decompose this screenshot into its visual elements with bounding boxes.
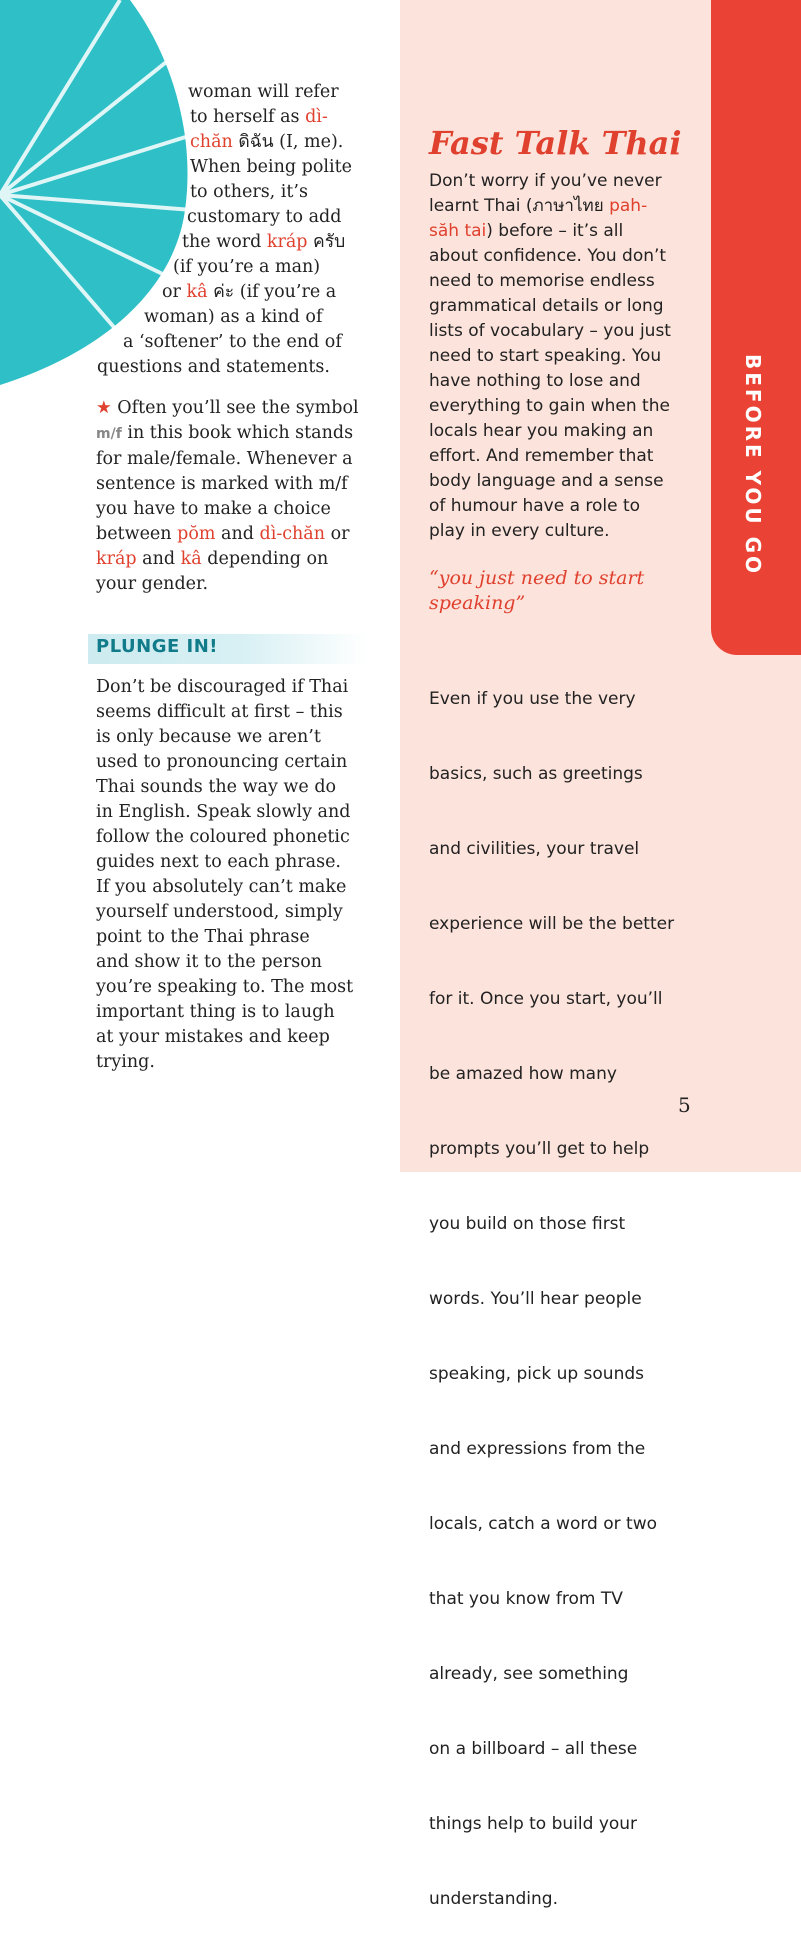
- plunge-heading: PLUNGE IN!: [96, 636, 219, 657]
- fast-talk-line: about confidence. You don’t: [429, 246, 667, 266]
- fast-talk-line: Don’t worry if you’ve never: [429, 171, 662, 191]
- text: ดิฉัน (I, me).: [232, 132, 344, 152]
- note-line: [96, 547, 386, 572]
- fast-talk-line: of humour have a role to: [429, 496, 641, 516]
- fast-talk-line: and civilities, your travel: [429, 839, 640, 859]
- intro-line: [0, 105, 400, 130]
- plunge-line: and show it to the person: [96, 952, 323, 972]
- intro-line: a ‘softener’ to the end of: [123, 332, 342, 352]
- phonetic: kâ: [186, 282, 208, 302]
- plunge-line: If you absolutely can’t make: [96, 877, 347, 897]
- phonetic: kráp: [266, 232, 308, 252]
- note-line: sentence is marked with m/f: [96, 474, 348, 494]
- plunge-line: Don’t be discouraged if Thai: [96, 677, 349, 697]
- fast-talk-line: already, see something: [429, 1664, 629, 1684]
- text: the word: [182, 232, 267, 252]
- fast-talk-line: basics, such as greetings: [429, 764, 643, 784]
- plunge-line: trying.: [96, 1052, 155, 1072]
- fast-talk-line: prompts you’ll get to help: [429, 1139, 650, 1159]
- phonetic: dì-: [305, 107, 328, 127]
- phonetic: kâ: [180, 549, 202, 569]
- intro-line: customary to add: [187, 207, 342, 227]
- text: Often you’ll see the symbol: [111, 398, 359, 418]
- chapter-tab-label: [738, 354, 768, 576]
- fast-talk-line: need to start speaking. You: [429, 346, 662, 366]
- fast-talk-line: play in every culture.: [429, 521, 610, 541]
- intro-line: [0, 280, 400, 305]
- fast-talk-line: experience will be the better: [429, 914, 675, 934]
- text: ค่ะ (if you’re a: [207, 282, 337, 302]
- fast-talk-line: grammatical details or long: [429, 296, 664, 316]
- text: depending on: [201, 549, 329, 569]
- phonetic: pŏm: [177, 524, 216, 544]
- intro-line: woman) as a kind of: [144, 307, 323, 327]
- text: to herself as: [190, 107, 306, 127]
- text: learnt Thai (ภาษาไทย: [429, 196, 610, 216]
- plunge-line: used to pronouncing certain: [96, 752, 348, 772]
- phonetic: kráp: [96, 549, 137, 569]
- note-line: [96, 421, 386, 447]
- fast-talk-line: things help to build your: [429, 1814, 638, 1834]
- text: between: [96, 524, 178, 544]
- phonetic: dì-chăn: [259, 524, 326, 544]
- plunge-line: important thing is to laugh: [96, 1002, 335, 1022]
- intro-line: woman will refer: [188, 82, 339, 102]
- fast-talk-line: [429, 219, 699, 244]
- fast-talk-body: [429, 169, 699, 544]
- plunge-line: guides next to each phrase.: [96, 852, 341, 872]
- plunge-line: seems difficult at first – this: [96, 702, 343, 722]
- plunge-line: point to the Thai phrase: [96, 927, 310, 947]
- phonetic: chăn: [190, 132, 233, 152]
- quote-line: speaking”: [429, 592, 526, 614]
- text: or: [162, 282, 187, 302]
- phonetic: săh tai: [429, 221, 487, 241]
- text: or: [325, 524, 350, 544]
- fast-talk-line: locals, catch a word or two: [429, 1514, 658, 1534]
- intro-line: to others, it’s: [190, 182, 308, 202]
- fast-talk-line: you build on those first: [429, 1214, 626, 1234]
- plunge-line: in English. Speak slowly and: [96, 802, 351, 822]
- text: and: [136, 549, 181, 569]
- fast-talk-line: understanding.: [429, 1889, 558, 1909]
- pull-quote: [429, 566, 644, 616]
- intro-line: When being polite: [190, 157, 352, 177]
- plunge-line: you’re speaking to. The most: [96, 977, 354, 997]
- note-line: you have to make a choice: [96, 499, 331, 519]
- fast-talk-line: and expressions from the: [429, 1439, 646, 1459]
- intro-line: questions and statements.: [97, 357, 330, 377]
- plunge-line: at your mistakes and keep: [96, 1027, 330, 1047]
- chapter-tab-text: BEFORE YOU GO: [741, 354, 765, 576]
- fast-talk-line: locals hear you making an: [429, 421, 654, 441]
- note-line: for male/female. Whenever a: [96, 449, 353, 469]
- fast-talk-line: lists of vocabulary – you just: [429, 321, 671, 341]
- fast-talk-title: Fast Talk Thai: [429, 124, 682, 162]
- mf-note: [96, 396, 386, 597]
- text: ) before – it’s all: [486, 221, 624, 241]
- fast-talk-line: words. You’ll hear people: [429, 1289, 642, 1309]
- fast-talk-line: [429, 194, 699, 219]
- intro-paragraph: [0, 80, 400, 380]
- quote-line: “you just need to start: [429, 567, 645, 589]
- plunge-body: [96, 675, 386, 1075]
- fast-talk-line: for it. Once you start, you’ll: [429, 989, 663, 1009]
- star-icon: ★: [96, 398, 112, 418]
- plunge-line: yourself understood, simply: [96, 902, 343, 922]
- note-line: [96, 396, 386, 421]
- fast-talk-line: that you know from TV: [429, 1589, 623, 1609]
- fast-talk-body-2: [429, 637, 699, 1937]
- fast-talk-line: speaking, pick up sounds: [429, 1364, 644, 1384]
- phonetic: pah-: [609, 196, 648, 216]
- fast-talk-line: body language and a sense: [429, 471, 664, 491]
- fast-talk-line: be amazed how many: [429, 1064, 617, 1084]
- text: ครับ: [307, 232, 346, 252]
- page-number: 5: [678, 1093, 691, 1117]
- mf-symbol: m/f: [96, 426, 122, 442]
- fast-talk-line: Even if you use the very: [429, 689, 636, 709]
- fast-talk-line: need to memorise endless: [429, 271, 655, 291]
- intro-line: (if you’re a man): [173, 257, 321, 277]
- fast-talk-line: on a billboard – all these: [429, 1739, 638, 1759]
- plunge-line: follow the coloured phonetic: [96, 827, 350, 847]
- intro-line: [0, 230, 400, 255]
- plunge-line: Thai sounds the way we do: [96, 777, 337, 797]
- note-line: your gender.: [96, 574, 209, 594]
- text: and: [215, 524, 260, 544]
- fast-talk-line: have nothing to lose and: [429, 371, 641, 391]
- note-line: [96, 522, 386, 547]
- text: in this book which stands: [121, 423, 354, 443]
- plunge-line: is only because we aren’t: [96, 727, 321, 747]
- intro-line: [0, 130, 400, 155]
- fast-talk-line: effort. And remember that: [429, 446, 654, 466]
- fast-talk-line: everything to gain when the: [429, 396, 670, 416]
